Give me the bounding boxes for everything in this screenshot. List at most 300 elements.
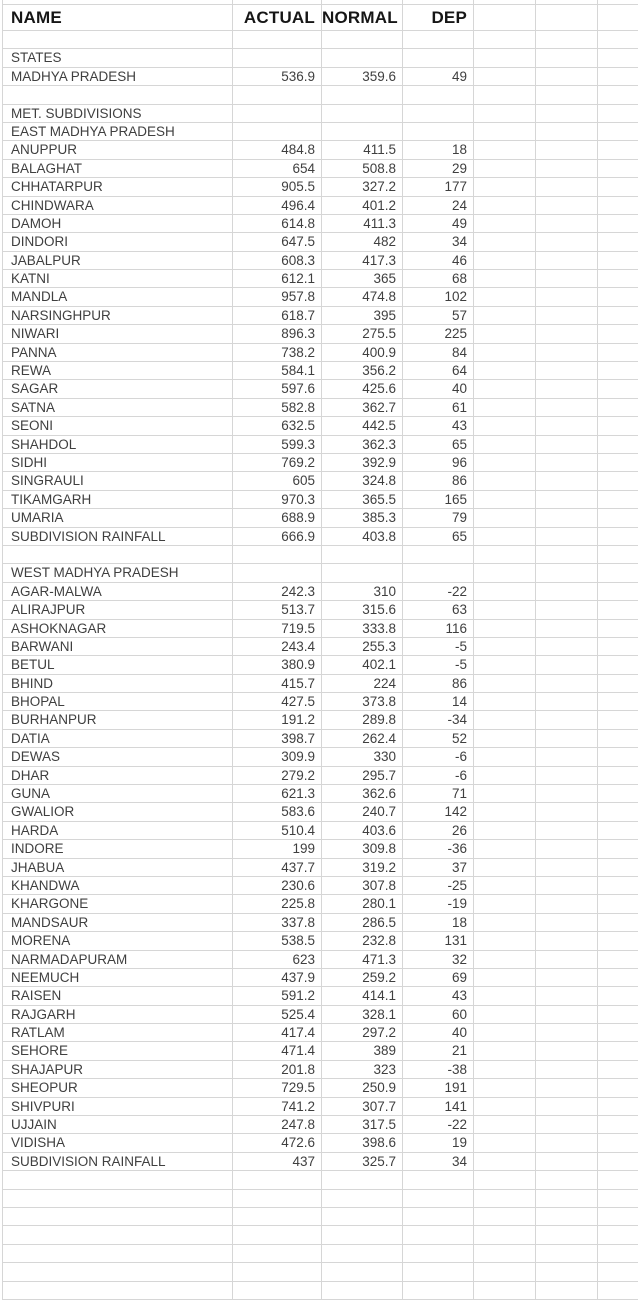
- cell-actual[interactable]: 536.9: [233, 68, 322, 85]
- cell-empty[interactable]: [598, 1153, 638, 1170]
- cell-empty[interactable]: [536, 601, 598, 618]
- cell-empty[interactable]: [474, 270, 536, 287]
- cell-dep[interactable]: 69: [403, 969, 474, 986]
- cell-empty[interactable]: [536, 252, 598, 269]
- cell-normal[interactable]: [322, 1208, 403, 1225]
- cell-empty[interactable]: [474, 1098, 536, 1115]
- cell-dep[interactable]: 84: [403, 344, 474, 361]
- cell-actual[interactable]: 225.8: [233, 895, 322, 912]
- cell-name[interactable]: [2, 1263, 233, 1280]
- cell-dep[interactable]: 34: [403, 1153, 474, 1170]
- cell-actual[interactable]: [233, 49, 322, 66]
- cell-empty[interactable]: [536, 583, 598, 600]
- cell-empty[interactable]: [474, 1116, 536, 1133]
- cell-empty[interactable]: [598, 31, 638, 48]
- cell-empty[interactable]: [536, 1282, 598, 1299]
- cell-dep[interactable]: -38: [403, 1061, 474, 1078]
- cell-dep[interactable]: -6: [403, 767, 474, 784]
- cell-actual[interactable]: 230.6: [233, 877, 322, 894]
- cell-dep[interactable]: 86: [403, 472, 474, 489]
- cell-normal[interactable]: 325.7: [322, 1153, 403, 1170]
- cell-actual[interactable]: 427.5: [233, 693, 322, 710]
- cell-empty[interactable]: [474, 417, 536, 434]
- cell-name[interactable]: BHIND: [2, 675, 233, 692]
- cell-actual[interactable]: 612.1: [233, 270, 322, 287]
- cell-normal[interactable]: 309.8: [322, 840, 403, 857]
- cell-name[interactable]: DEWAS: [2, 748, 233, 765]
- cell-empty[interactable]: [536, 803, 598, 820]
- cell-empty[interactable]: [598, 197, 638, 214]
- cell-actual[interactable]: 247.8: [233, 1116, 322, 1133]
- cell-normal[interactable]: 317.5: [322, 1116, 403, 1133]
- cell-empty[interactable]: [536, 105, 598, 122]
- cell-actual[interactable]: 525.4: [233, 1006, 322, 1023]
- cell-empty[interactable]: [598, 877, 638, 894]
- cell-empty[interactable]: [474, 491, 536, 508]
- cell-empty[interactable]: [598, 1061, 638, 1078]
- cell-empty[interactable]: [598, 987, 638, 1004]
- cell-empty[interactable]: [536, 1098, 598, 1115]
- cell-dep[interactable]: [403, 1208, 474, 1225]
- cell-empty[interactable]: [474, 1263, 536, 1280]
- cell-actual[interactable]: [233, 86, 322, 103]
- cell-normal[interactable]: 250.9: [322, 1079, 403, 1096]
- cell-actual[interactable]: 513.7: [233, 601, 322, 618]
- cell-empty[interactable]: [598, 730, 638, 747]
- cell-actual[interactable]: 632.5: [233, 417, 322, 434]
- cell-empty[interactable]: [474, 86, 536, 103]
- cell-actual[interactable]: 618.7: [233, 307, 322, 324]
- cell-empty[interactable]: [474, 620, 536, 637]
- cell-normal[interactable]: 365: [322, 270, 403, 287]
- cell-empty[interactable]: [536, 141, 598, 158]
- cell-empty[interactable]: [474, 877, 536, 894]
- cell-name[interactable]: BALAGHAT: [2, 160, 233, 177]
- cell-name[interactable]: GWALIOR: [2, 803, 233, 820]
- cell-empty[interactable]: [474, 675, 536, 692]
- cell-empty[interactable]: [536, 748, 598, 765]
- cell-dep[interactable]: -5: [403, 656, 474, 673]
- cell-actual[interactable]: 605: [233, 472, 322, 489]
- cell-empty[interactable]: [598, 123, 638, 140]
- cell-name[interactable]: NEEMUCH: [2, 969, 233, 986]
- cell-empty[interactable]: [598, 1226, 638, 1243]
- cell-name[interactable]: DHAR: [2, 767, 233, 784]
- cell-empty[interactable]: [536, 1190, 598, 1207]
- cell-actual[interactable]: [233, 123, 322, 140]
- cell-empty[interactable]: [474, 68, 536, 85]
- cell-dep[interactable]: 191: [403, 1079, 474, 1096]
- cell-empty[interactable]: [474, 840, 536, 857]
- cell-name[interactable]: NIWARI: [2, 325, 233, 342]
- cell-empty[interactable]: [474, 601, 536, 618]
- cell-empty[interactable]: [474, 859, 536, 876]
- cell-empty[interactable]: [536, 528, 598, 545]
- cell-empty[interactable]: [536, 546, 598, 563]
- cell-dep[interactable]: [403, 564, 474, 581]
- cell-dep[interactable]: -6: [403, 748, 474, 765]
- cell-name[interactable]: [2, 1190, 233, 1207]
- cell-name[interactable]: VIDISHA: [2, 1134, 233, 1151]
- cell-name[interactable]: MET. SUBDIVISIONS: [2, 105, 233, 122]
- cell-name[interactable]: MANDSAUR: [2, 914, 233, 931]
- cell-actual[interactable]: [233, 1245, 322, 1262]
- cell-dep[interactable]: 225: [403, 325, 474, 342]
- cell-empty[interactable]: [536, 1226, 598, 1243]
- cell-empty[interactable]: [598, 215, 638, 232]
- cell-empty[interactable]: [536, 1116, 598, 1133]
- cell-normal[interactable]: 471.3: [322, 951, 403, 968]
- cell-name[interactable]: TIKAMGARH: [2, 491, 233, 508]
- cell-actual[interactable]: [233, 1190, 322, 1207]
- cell-actual[interactable]: 199: [233, 840, 322, 857]
- cell-empty[interactable]: [474, 1134, 536, 1151]
- cell-empty[interactable]: [474, 767, 536, 784]
- cell-name[interactable]: RAISEN: [2, 987, 233, 1004]
- cell-empty[interactable]: [536, 711, 598, 728]
- cell-empty[interactable]: [598, 454, 638, 471]
- cell-normal[interactable]: 333.8: [322, 620, 403, 637]
- cell-empty[interactable]: [598, 1190, 638, 1207]
- cell-empty[interactable]: [536, 491, 598, 508]
- cell-empty[interactable]: [474, 436, 536, 453]
- cell-normal[interactable]: 289.8: [322, 711, 403, 728]
- cell-empty[interactable]: [598, 362, 638, 379]
- cell-actual[interactable]: 769.2: [233, 454, 322, 471]
- cell-empty[interactable]: [598, 767, 638, 784]
- cell-normal[interactable]: [322, 49, 403, 66]
- cell-empty[interactable]: [536, 270, 598, 287]
- cell-actual[interactable]: 472.6: [233, 1134, 322, 1151]
- cell-name[interactable]: SHIVPURI: [2, 1098, 233, 1115]
- cell-normal[interactable]: [322, 564, 403, 581]
- cell-actual[interactable]: 582.8: [233, 399, 322, 416]
- cell-empty[interactable]: [598, 583, 638, 600]
- cell-normal[interactable]: 362.7: [322, 399, 403, 416]
- cell-name[interactable]: SINGRAULI: [2, 472, 233, 489]
- cell-actual[interactable]: 279.2: [233, 767, 322, 784]
- cell-empty[interactable]: [598, 1208, 638, 1225]
- cell-empty[interactable]: [598, 840, 638, 857]
- cell-normal[interactable]: 262.4: [322, 730, 403, 747]
- cell-actual[interactable]: 905.5: [233, 178, 322, 195]
- cell-empty[interactable]: [536, 1208, 598, 1225]
- cell-normal[interactable]: 365.5: [322, 491, 403, 508]
- column-header-empty-3[interactable]: [598, 5, 638, 30]
- cell-empty[interactable]: [536, 1042, 598, 1059]
- cell-dep[interactable]: [403, 49, 474, 66]
- cell-empty[interactable]: [474, 233, 536, 250]
- cell-dep[interactable]: 65: [403, 436, 474, 453]
- cell-empty[interactable]: [474, 1042, 536, 1059]
- cell-normal[interactable]: [322, 1190, 403, 1207]
- cell-empty[interactable]: [536, 932, 598, 949]
- cell-normal[interactable]: 395: [322, 307, 403, 324]
- cell-empty[interactable]: [474, 399, 536, 416]
- cell-dep[interactable]: 141: [403, 1098, 474, 1115]
- cell-actual[interactable]: 688.9: [233, 509, 322, 526]
- cell-actual[interactable]: 471.4: [233, 1042, 322, 1059]
- cell-empty[interactable]: [474, 1153, 536, 1170]
- cell-normal[interactable]: 403.6: [322, 822, 403, 839]
- cell-actual[interactable]: 584.1: [233, 362, 322, 379]
- cell-empty[interactable]: [536, 178, 598, 195]
- cell-name[interactable]: ALIRAJPUR: [2, 601, 233, 618]
- cell-normal[interactable]: 330: [322, 748, 403, 765]
- cell-empty[interactable]: [536, 380, 598, 397]
- cell-name[interactable]: BETUL: [2, 656, 233, 673]
- cell-empty[interactable]: [598, 436, 638, 453]
- cell-dep[interactable]: 26: [403, 822, 474, 839]
- cell-empty[interactable]: [474, 656, 536, 673]
- cell-empty[interactable]: [598, 178, 638, 195]
- cell-empty[interactable]: [598, 307, 638, 324]
- cell-empty[interactable]: [536, 1153, 598, 1170]
- cell-name[interactable]: MANDLA: [2, 288, 233, 305]
- cell-dep[interactable]: -25: [403, 877, 474, 894]
- cell-normal[interactable]: 356.2: [322, 362, 403, 379]
- cell-normal[interactable]: 310: [322, 583, 403, 600]
- cell-dep[interactable]: 14: [403, 693, 474, 710]
- cell-name[interactable]: SUBDIVISION RAINFALL: [2, 1153, 233, 1170]
- cell-normal[interactable]: 411.5: [322, 141, 403, 158]
- cell-actual[interactable]: 621.3: [233, 785, 322, 802]
- cell-dep[interactable]: 177: [403, 178, 474, 195]
- cell-actual[interactable]: 242.3: [233, 583, 322, 600]
- cell-normal[interactable]: [322, 1263, 403, 1280]
- cell-dep[interactable]: [403, 1190, 474, 1207]
- cell-dep[interactable]: 96: [403, 454, 474, 471]
- cell-dep[interactable]: 63: [403, 601, 474, 618]
- cell-actual[interactable]: 398.7: [233, 730, 322, 747]
- cell-empty[interactable]: [598, 969, 638, 986]
- cell-empty[interactable]: [474, 380, 536, 397]
- cell-normal[interactable]: [322, 1171, 403, 1188]
- cell-dep[interactable]: [403, 105, 474, 122]
- cell-empty[interactable]: [598, 803, 638, 820]
- cell-empty[interactable]: [536, 436, 598, 453]
- cell-dep[interactable]: 43: [403, 417, 474, 434]
- cell-actual[interactable]: [233, 546, 322, 563]
- cell-empty[interactable]: [474, 1245, 536, 1262]
- cell-actual[interactable]: 510.4: [233, 822, 322, 839]
- cell-empty[interactable]: [474, 307, 536, 324]
- cell-dep[interactable]: 86: [403, 675, 474, 692]
- cell-empty[interactable]: [536, 197, 598, 214]
- cell-normal[interactable]: [322, 31, 403, 48]
- cell-name[interactable]: JHABUA: [2, 859, 233, 876]
- cell-actual[interactable]: 599.3: [233, 436, 322, 453]
- cell-normal[interactable]: [322, 1245, 403, 1262]
- cell-empty[interactable]: [598, 509, 638, 526]
- cell-dep[interactable]: [403, 1171, 474, 1188]
- cell-empty[interactable]: [536, 620, 598, 637]
- cell-name[interactable]: [2, 1245, 233, 1262]
- cell-empty[interactable]: [598, 49, 638, 66]
- cell-normal[interactable]: [322, 105, 403, 122]
- cell-normal[interactable]: 373.8: [322, 693, 403, 710]
- cell-actual[interactable]: 201.8: [233, 1061, 322, 1078]
- cell-name[interactable]: KHARGONE: [2, 895, 233, 912]
- cell-empty[interactable]: [536, 951, 598, 968]
- cell-normal[interactable]: 362.6: [322, 785, 403, 802]
- cell-dep[interactable]: [403, 31, 474, 48]
- cell-empty[interactable]: [474, 454, 536, 471]
- cell-name[interactable]: UJJAIN: [2, 1116, 233, 1133]
- cell-normal[interactable]: 280.1: [322, 895, 403, 912]
- cell-normal[interactable]: 400.9: [322, 344, 403, 361]
- cell-actual[interactable]: 484.8: [233, 141, 322, 158]
- cell-dep[interactable]: 142: [403, 803, 474, 820]
- column-header-normal[interactable]: NORMAL: [322, 5, 403, 30]
- cell-normal[interactable]: 297.2: [322, 1024, 403, 1041]
- cell-name[interactable]: BHOPAL: [2, 693, 233, 710]
- cell-actual[interactable]: 243.4: [233, 638, 322, 655]
- cell-empty[interactable]: [598, 822, 638, 839]
- cell-empty[interactable]: [598, 1245, 638, 1262]
- cell-empty[interactable]: [598, 859, 638, 876]
- cell-name[interactable]: CHHATARPUR: [2, 178, 233, 195]
- cell-empty[interactable]: [598, 748, 638, 765]
- cell-normal[interactable]: 324.8: [322, 472, 403, 489]
- cell-name[interactable]: NARSINGHPUR: [2, 307, 233, 324]
- cell-empty[interactable]: [536, 509, 598, 526]
- cell-empty[interactable]: [474, 914, 536, 931]
- cell-empty[interactable]: [474, 197, 536, 214]
- cell-empty[interactable]: [474, 105, 536, 122]
- cell-normal[interactable]: 414.1: [322, 987, 403, 1004]
- cell-dep[interactable]: 52: [403, 730, 474, 747]
- cell-empty[interactable]: [474, 583, 536, 600]
- cell-empty[interactable]: [474, 711, 536, 728]
- cell-actual[interactable]: 729.5: [233, 1079, 322, 1096]
- cell-empty[interactable]: [598, 638, 638, 655]
- cell-actual[interactable]: 437.9: [233, 969, 322, 986]
- cell-dep[interactable]: 64: [403, 362, 474, 379]
- cell-name[interactable]: SHAJAPUR: [2, 1061, 233, 1078]
- cell-dep[interactable]: 60: [403, 1006, 474, 1023]
- cell-normal[interactable]: 474.8: [322, 288, 403, 305]
- cell-normal[interactable]: 385.3: [322, 509, 403, 526]
- cell-normal[interactable]: 392.9: [322, 454, 403, 471]
- cell-name[interactable]: DINDORI: [2, 233, 233, 250]
- cell-name[interactable]: [2, 1226, 233, 1243]
- cell-dep[interactable]: 40: [403, 380, 474, 397]
- column-header-empty-2[interactable]: [536, 5, 598, 30]
- cell-actual[interactable]: 597.6: [233, 380, 322, 397]
- cell-empty[interactable]: [474, 1190, 536, 1207]
- cell-empty[interactable]: [598, 1134, 638, 1151]
- cell-empty[interactable]: [536, 1245, 598, 1262]
- cell-empty[interactable]: [474, 730, 536, 747]
- cell-actual[interactable]: 614.8: [233, 215, 322, 232]
- cell-empty[interactable]: [598, 675, 638, 692]
- cell-empty[interactable]: [598, 528, 638, 545]
- cell-actual[interactable]: 415.7: [233, 675, 322, 692]
- cell-empty[interactable]: [598, 1282, 638, 1299]
- cell-empty[interactable]: [474, 528, 536, 545]
- cell-empty[interactable]: [536, 399, 598, 416]
- cell-actual[interactable]: 496.4: [233, 197, 322, 214]
- cell-empty[interactable]: [598, 399, 638, 416]
- cell-dep[interactable]: 102: [403, 288, 474, 305]
- cell-empty[interactable]: [536, 344, 598, 361]
- cell-name[interactable]: INDORE: [2, 840, 233, 857]
- cell-name[interactable]: SHEOPUR: [2, 1079, 233, 1096]
- cell-normal[interactable]: 482: [322, 233, 403, 250]
- cell-empty[interactable]: [598, 785, 638, 802]
- cell-actual[interactable]: 957.8: [233, 288, 322, 305]
- cell-dep[interactable]: 37: [403, 859, 474, 876]
- cell-empty[interactable]: [536, 325, 598, 342]
- cell-normal[interactable]: 411.3: [322, 215, 403, 232]
- cell-empty[interactable]: [474, 822, 536, 839]
- cell-empty[interactable]: [536, 1079, 598, 1096]
- cell-empty[interactable]: [536, 1024, 598, 1041]
- cell-empty[interactable]: [474, 564, 536, 581]
- cell-actual[interactable]: [233, 31, 322, 48]
- cell-empty[interactable]: [536, 1134, 598, 1151]
- cell-empty[interactable]: [536, 1061, 598, 1078]
- cell-actual[interactable]: 666.9: [233, 528, 322, 545]
- cell-empty[interactable]: [598, 656, 638, 673]
- cell-empty[interactable]: [536, 123, 598, 140]
- cell-empty[interactable]: [474, 1226, 536, 1243]
- cell-actual[interactable]: [233, 1171, 322, 1188]
- cell-dep[interactable]: 65: [403, 528, 474, 545]
- cell-normal[interactable]: 403.8: [322, 528, 403, 545]
- cell-dep[interactable]: 32: [403, 951, 474, 968]
- cell-empty[interactable]: [474, 178, 536, 195]
- cell-empty[interactable]: [598, 105, 638, 122]
- cell-empty[interactable]: [598, 270, 638, 287]
- cell-empty[interactable]: [474, 325, 536, 342]
- cell-dep[interactable]: 40: [403, 1024, 474, 1041]
- cell-empty[interactable]: [536, 215, 598, 232]
- cell-dep[interactable]: 68: [403, 270, 474, 287]
- cell-empty[interactable]: [474, 123, 536, 140]
- cell-normal[interactable]: 323: [322, 1061, 403, 1078]
- cell-dep[interactable]: 24: [403, 197, 474, 214]
- cell-empty[interactable]: [536, 822, 598, 839]
- cell-dep[interactable]: 165: [403, 491, 474, 508]
- cell-actual[interactable]: 309.9: [233, 748, 322, 765]
- cell-empty[interactable]: [536, 1263, 598, 1280]
- cell-actual[interactable]: [233, 1282, 322, 1299]
- cell-empty[interactable]: [474, 1061, 536, 1078]
- cell-name[interactable]: HARDA: [2, 822, 233, 839]
- cell-name[interactable]: JABALPUR: [2, 252, 233, 269]
- cell-normal[interactable]: 255.3: [322, 638, 403, 655]
- cell-actual[interactable]: 380.9: [233, 656, 322, 673]
- cell-empty[interactable]: [536, 1171, 598, 1188]
- cell-name[interactable]: DATIA: [2, 730, 233, 747]
- cell-name[interactable]: MADHYA PRADESH: [2, 68, 233, 85]
- cell-normal[interactable]: 402.1: [322, 656, 403, 673]
- cell-dep[interactable]: 57: [403, 307, 474, 324]
- cell-empty[interactable]: [474, 1079, 536, 1096]
- cell-name[interactable]: RAJGARH: [2, 1006, 233, 1023]
- cell-empty[interactable]: [598, 914, 638, 931]
- cell-name[interactable]: ANUPPUR: [2, 141, 233, 158]
- cell-empty[interactable]: [598, 491, 638, 508]
- cell-dep[interactable]: -19: [403, 895, 474, 912]
- cell-name[interactable]: SEHORE: [2, 1042, 233, 1059]
- cell-empty[interactable]: [474, 987, 536, 1004]
- cell-empty[interactable]: [536, 877, 598, 894]
- cell-normal[interactable]: 275.5: [322, 325, 403, 342]
- cell-normal[interactable]: [322, 546, 403, 563]
